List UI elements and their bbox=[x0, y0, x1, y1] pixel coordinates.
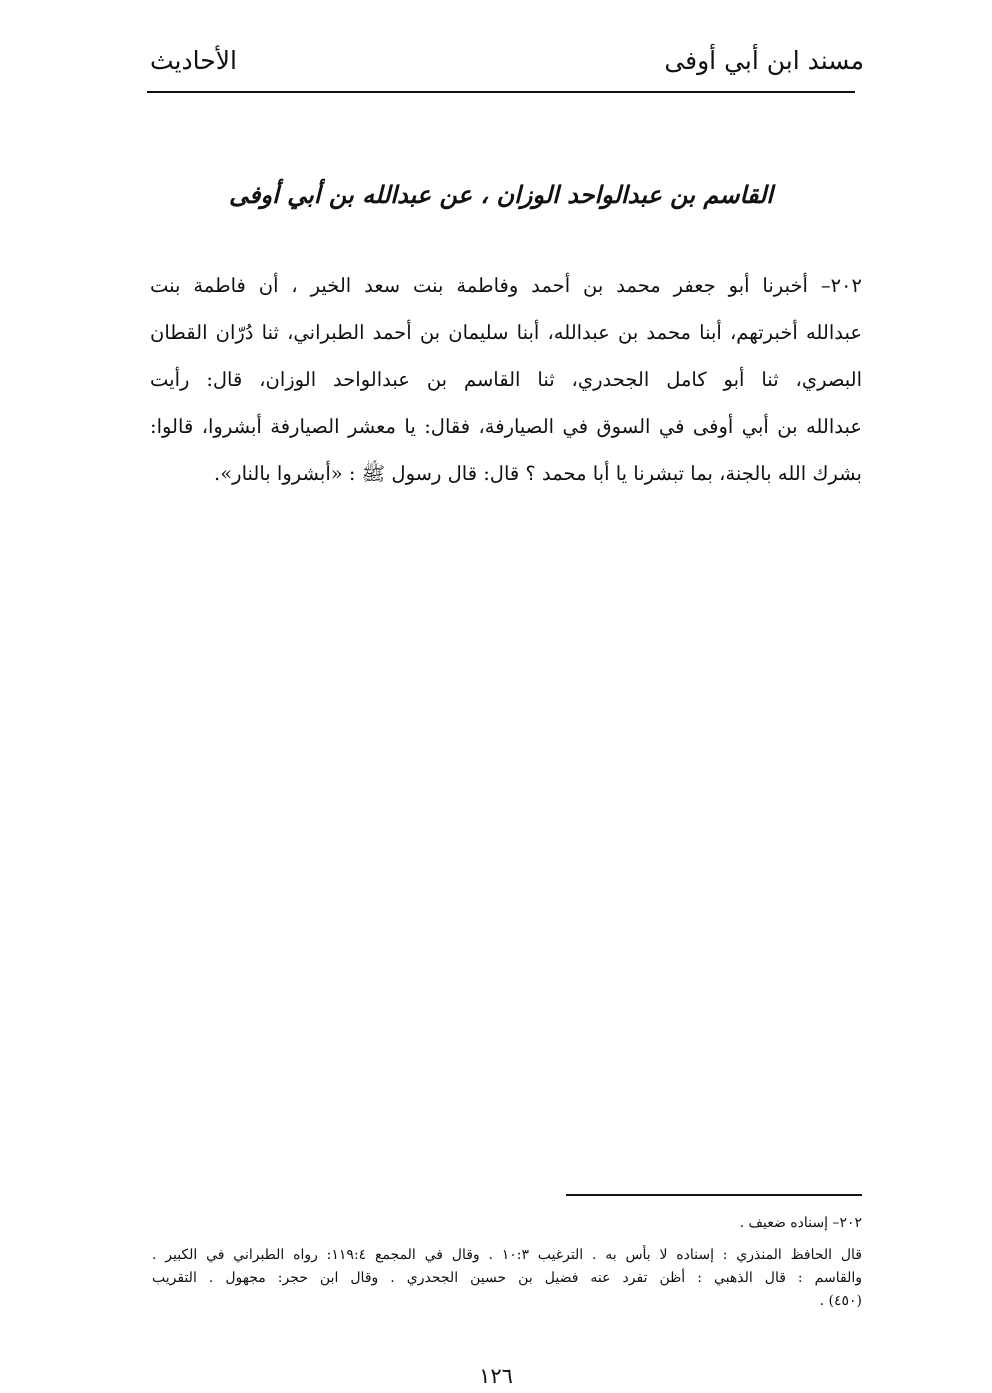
footnotes bbox=[152, 1212, 862, 1313]
hadith-line: عبدالله أخبرتهم، أبنا محمد بن عبدالله، أبنا سليمان بن أحمد الطبراني، ثنا دُرّان القطان bbox=[150, 321, 862, 344]
hadith-line: عبدالله بن أبي أوفى في السوق في الصيارفة، فقال: يا معشر الصيارفة أبشروا، قالوا: bbox=[150, 415, 862, 438]
footnote-line: (٤٥٠) . bbox=[819, 1293, 862, 1309]
chapter-title: القاسم بن عبدالواحد الوزان ، عن عبدالله بن أبي أوفى bbox=[229, 180, 773, 209]
footnote-heading: ٢٠٢– إسناده ضعيف . bbox=[739, 1215, 862, 1231]
hadith-line: بشرك الله بالجنة، بما تبشرنا يا أبا محمد ؟ قال: قال رسول ﷺ : «أبشروا بالنار». bbox=[214, 462, 862, 485]
hadith-line: ٢٠٢– أخبرنا أبو جعفر محمد بن أحمد وفاطمة بنت سعد الخير ، أن فاطمة بنت bbox=[150, 274, 862, 297]
footnote-line: والقاسم : قال الذهبي : أظن تفرد عنه فضيل بن حسين الجحدري . وقال ابن حجر: مجهول . التقريب bbox=[152, 1270, 862, 1286]
footnote-line: قال الحافظ المنذري : إسناده لا بأس به . الترغيب ١٠:٣ . وقال في المجمع ١١٩:٤: رواه الطبراني في الكبير . bbox=[152, 1247, 862, 1263]
running-header-book-title: مسند ابن أبي أوفى bbox=[664, 46, 864, 75]
footnote-divider bbox=[566, 1194, 862, 1196]
hadith-text bbox=[150, 262, 862, 497]
page-number: ١٢٦ bbox=[479, 1364, 513, 1388]
hadith-line: البصري، ثنا أبو كامل الجحدري، ثنا القاسم بن عبدالواحد الوزان، قال: رأيت bbox=[150, 368, 862, 391]
header-divider bbox=[147, 91, 855, 93]
running-header-section-title: الأحاديث bbox=[150, 46, 237, 75]
